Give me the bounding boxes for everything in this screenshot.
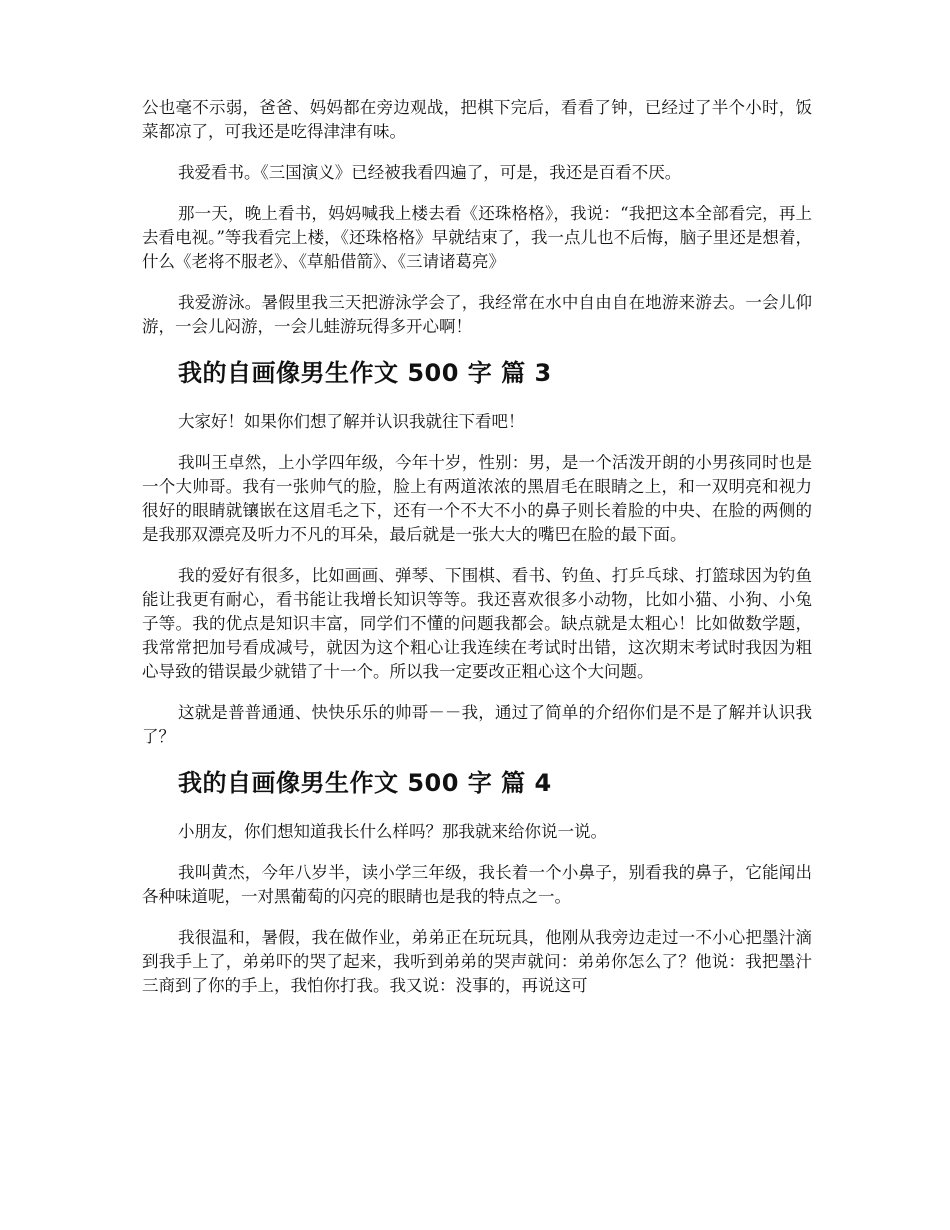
- paragraph-reading: 我爱看书。《三国演义》已经被我看四遍了，可是，我还是百看不厌。: [178, 163, 682, 182]
- paragraph-s3-closing: 这就是普普通通、快快乐乐的帅哥－－我，通过了简单的介绍你们是不是了解并认识我了？: [142, 703, 812, 746]
- paragraph-s3-appearance: 我叫王卓然，上小学四年级，今年十岁，性别：男，是一个活泼开朗的小男孩同时也是一个大帅哥。我有一张帅气的脸，脸上有两道浓浓的黑眉毛在眼睛之上，和一双明亮和视力很好的眼睛就镶嵌在这眉毛之下，还有一个不大不小的鼻子则长着脸的中央、在脸的两侧的是我那双漂亮及听力不凡的耳朵，最后就是一张大大的嘴巴在脸的最下面。: [142, 453, 812, 544]
- paragraph-s4-intro: 小朋友，你们想知道我长什么样吗？那我就来给你说一说。: [178, 822, 607, 841]
- paragraph-evening-reading: 那一天，晚上看书，妈妈喊我上楼去看《还珠格格》，我说：“我把这本全部看完，再上去看电视。”等我看完上楼，《还珠格格》早就结束了，我一点儿也不后悔，脑子里还是想着，什么《老将不服老》、《草船借箭》、《三请诸葛亮》: [142, 204, 812, 271]
- paragraph-s4-personality: 我很温和，暑假，我在做作业，弟弟正在玩玩具，他刚从我旁边走过一不小心把墨汁滴到我手上了，弟弟吓的哭了起来，我听到弟弟的哭声就问：弟弟你怎么了？他说：我把墨汁三商到了你的手上，我怕你打我。我又说：没事的，再说这可: [142, 928, 812, 995]
- section-heading-4: 我的自画像男生作文 500 字 篇 4: [178, 769, 552, 797]
- section-heading-3: 我的自画像男生作文 500 字 篇 3: [178, 359, 552, 387]
- paragraph-s3-intro: 大家好！如果你们想了解并认识我就往下看吧！: [178, 412, 525, 431]
- document-body: [142, 96, 812, 1015]
- paragraph-s4-appearance: 我叫黄杰，今年八岁半，读小学三年级，我长着一个小鼻子，别看我的鼻子，它能闻出各种味道呢，一对黑葡萄的闪亮的眼睛也是我的特点之一。: [142, 863, 812, 906]
- paragraph-swimming: 我爱游泳。暑假里我三天把游泳学会了，我经常在水中自由自在地游来游去。一会儿仰游，一会儿闷游，一会儿蛙游玩得多开心啊！: [142, 293, 812, 336]
- paragraph-s3-hobbies: 我的爱好有很多，比如画画、弹琴、下围棋、看书、钓鱼、打乒乓球、打篮球因为钓鱼能让我更有耐心，看书能让我增长知识等等。我还喜欢很多小动物，比如小猫、小狗、小兔子等。我的优点是知识丰富，同学们不懂的问题我都会。缺点就是太粗心！比如做数学题，我常常把加号看成减号，就因为这个粗心让我连续在考试时出错，这次期末考试时我因为粗心导致的错误最少就错了十一个。所以我一定要改正粗心这个大问题。: [142, 566, 812, 681]
- paragraph-continued: 公也毫不示弱，爸爸、妈妈都在旁边观战，把棋下完后，看看了钟，已经过了半个小时，饭菜都凉了，可我还是吃得津津有味。: [142, 98, 812, 141]
